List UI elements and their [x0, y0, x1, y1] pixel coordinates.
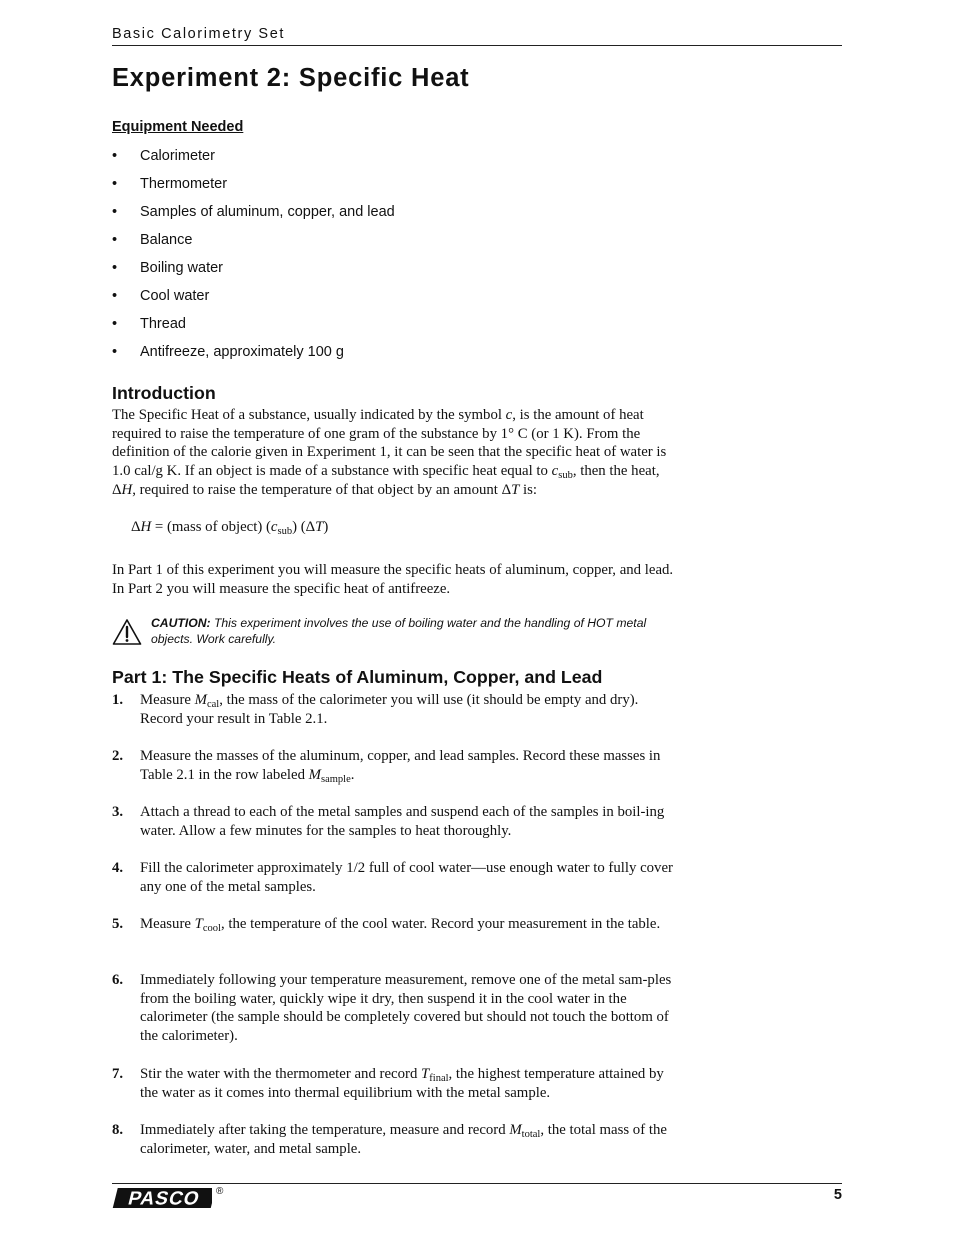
symbol-c: c	[505, 407, 513, 423]
registered-mark: ®	[216, 1186, 224, 1197]
equipment-item-label: Thermometer	[140, 176, 228, 192]
pasco-logo	[112, 1187, 212, 1209]
text-run: , required to raise the temperature of that object by an amount Δ	[132, 481, 512, 498]
equipment-item	[112, 198, 395, 226]
text-run: , is the amount of heat required to raise the temperature of one gram of the substance by 1° C (or 1 K). From the definition of the calorie given in Experiment 1, it can be seen that the specific heat of water is 1.0 cal/g K. If an object is made of a substance with specific heat equal to	[112, 407, 667, 480]
step-text	[140, 691, 680, 728]
text-run: , the highest temperature attained by the water as it comes into thermal equilibrium with the metal sample.	[140, 1066, 664, 1101]
bullet: •	[112, 176, 118, 192]
equipment-item-label: Thread	[140, 316, 186, 332]
step-number: 2.	[112, 748, 124, 764]
step-number: 3.	[112, 804, 124, 820]
step-text: Attach a thread to each of the metal samples and suspend each of the samples in boil-ing water. Allow a few minutes for the samples to heat thoroughly.	[140, 804, 665, 839]
warning-icon	[112, 618, 142, 646]
text-run: ) (Δ	[292, 519, 316, 535]
symbol-t: T	[315, 519, 324, 535]
variable: M	[194, 692, 207, 708]
text-run: , then the heat, Δ	[112, 463, 660, 498]
header-title: Basic Calorimetry Set	[112, 26, 285, 42]
equipment-item	[112, 338, 395, 366]
step-item	[112, 859, 677, 896]
step-number: 5.	[112, 916, 124, 932]
equipment-item	[112, 226, 395, 254]
introduction-paragraph	[112, 406, 677, 500]
variable: M	[509, 1122, 522, 1138]
step-item	[112, 747, 677, 784]
step-item	[112, 971, 677, 1046]
running-header	[112, 26, 842, 42]
symbol-c: c	[551, 463, 559, 480]
step-text	[140, 1121, 680, 1158]
subscript: sub	[558, 470, 573, 482]
subscript: sample	[321, 773, 351, 785]
text-run: is:	[519, 481, 538, 498]
text-run: , the mass of the calorimeter you will use (it should be empty and dry). Record your result in Table 2.1.	[140, 692, 639, 727]
bullet: •	[112, 288, 118, 304]
text-run: Measure the masses of the aluminum, copper, and lead samples. Record these masses in Table 2.1 in the row labeled	[140, 748, 661, 783]
variable: T	[421, 1066, 430, 1082]
delta-symbol: Δ	[131, 519, 141, 535]
equipment-item-label: Calorimeter	[140, 148, 215, 164]
subscript: total	[521, 1129, 541, 1140]
equipment-item-label: Balance	[140, 232, 193, 248]
text-run: = (mass of object) (	[151, 519, 271, 535]
bullet: •	[112, 204, 118, 220]
text-run: Stir the water with the thermometer and record	[140, 1066, 422, 1082]
equipment-item-label: Samples of aluminum, copper, and lead	[140, 204, 395, 220]
bullet: •	[112, 148, 118, 164]
equipment-item	[112, 170, 395, 198]
step-item	[112, 1065, 677, 1102]
equipment-item	[112, 282, 395, 310]
bullet: •	[112, 260, 118, 276]
introduction-heading: Introduction	[112, 383, 216, 403]
bullet: •	[112, 232, 118, 248]
text-run: Measure	[140, 692, 195, 708]
step-text: Immediately following your temperature measurement, remove one of the metal sam-ples from the boiling water, quickly wipe it dry, then suspend it in the cool water in the calorimeter (the sample should be completely covered but should not touch the bottom of the calorimeter).	[140, 972, 672, 1045]
text-run: Immediately after taking the temperature, measure and record	[140, 1122, 510, 1138]
page-title: Experiment 2: Specific Heat	[112, 64, 470, 92]
variable: T	[194, 916, 203, 932]
bullet: •	[112, 344, 118, 360]
introduction-paragraph-2: In Part 1 of this experiment you will measure the specific heats of aluminum, copper, and lead. In Part 2 you will measure the specific heat of antifreeze.	[112, 562, 674, 597]
equipment-item	[112, 310, 395, 338]
step-text	[140, 915, 680, 934]
bullet: •	[112, 316, 118, 332]
caution-label: CAUTION:	[151, 616, 211, 630]
symbol-c: c	[270, 519, 278, 535]
equipment-item	[112, 142, 395, 170]
step-item	[112, 915, 677, 934]
subscript: cal	[206, 699, 220, 710]
step-number: 1.	[112, 692, 124, 708]
equipment-item-label: Cool water	[140, 288, 210, 304]
part1-heading: Part 1: The Specific Heats of Aluminum, Copper, and Lead	[112, 667, 603, 687]
logo-text: PASCO	[125, 1188, 203, 1209]
step-text: Fill the calorimeter approximately 1/2 full of cool water—use enough water to fully cover any one of the metal samples.	[140, 860, 673, 895]
symbol-h: H	[140, 519, 152, 535]
subscript: cool	[202, 923, 221, 934]
text-run: .	[350, 766, 355, 783]
step-text	[140, 747, 680, 784]
step-item	[112, 691, 677, 728]
text-run: , the temperature of the cool water. Record your measurement in the table.	[220, 916, 661, 932]
heat-formula	[131, 518, 328, 537]
equipment-item-label: Antifreeze, approximately 100 g	[140, 344, 344, 360]
text-run: , the total mass of the calorimeter, water, and metal sample.	[140, 1122, 667, 1157]
equipment-item	[112, 254, 395, 282]
step-number: 4.	[112, 860, 124, 876]
subscript: sub	[277, 526, 293, 537]
equipment-list	[112, 142, 395, 366]
text-run: Measure	[140, 916, 195, 932]
step-number: 6.	[112, 972, 124, 988]
subscript: final	[429, 1073, 449, 1084]
footer-rule	[112, 1183, 842, 1184]
header-rule	[112, 45, 842, 46]
caution-text	[151, 616, 676, 647]
equipment-item-label: Boiling water	[140, 260, 224, 276]
step-number: 8.	[112, 1122, 124, 1138]
step-item	[112, 803, 677, 840]
page-number: 5	[833, 1187, 842, 1203]
step-number: 7.	[112, 1066, 124, 1082]
caution-body: This experiment involves the use of boiling water and the handling of HOT metal objects. Work carefully.	[151, 616, 647, 646]
equipment-heading: Equipment Needed	[112, 119, 244, 135]
variable: M	[308, 766, 321, 783]
step-item	[112, 1121, 677, 1158]
symbol-t: T	[511, 481, 520, 498]
step-text	[140, 1065, 680, 1102]
text-run: )	[323, 519, 329, 535]
caution-note	[112, 616, 677, 650]
text-run: The Specific Heat of a substance, usually indicated by the symbol	[112, 407, 506, 423]
symbol-h: H	[121, 481, 133, 498]
